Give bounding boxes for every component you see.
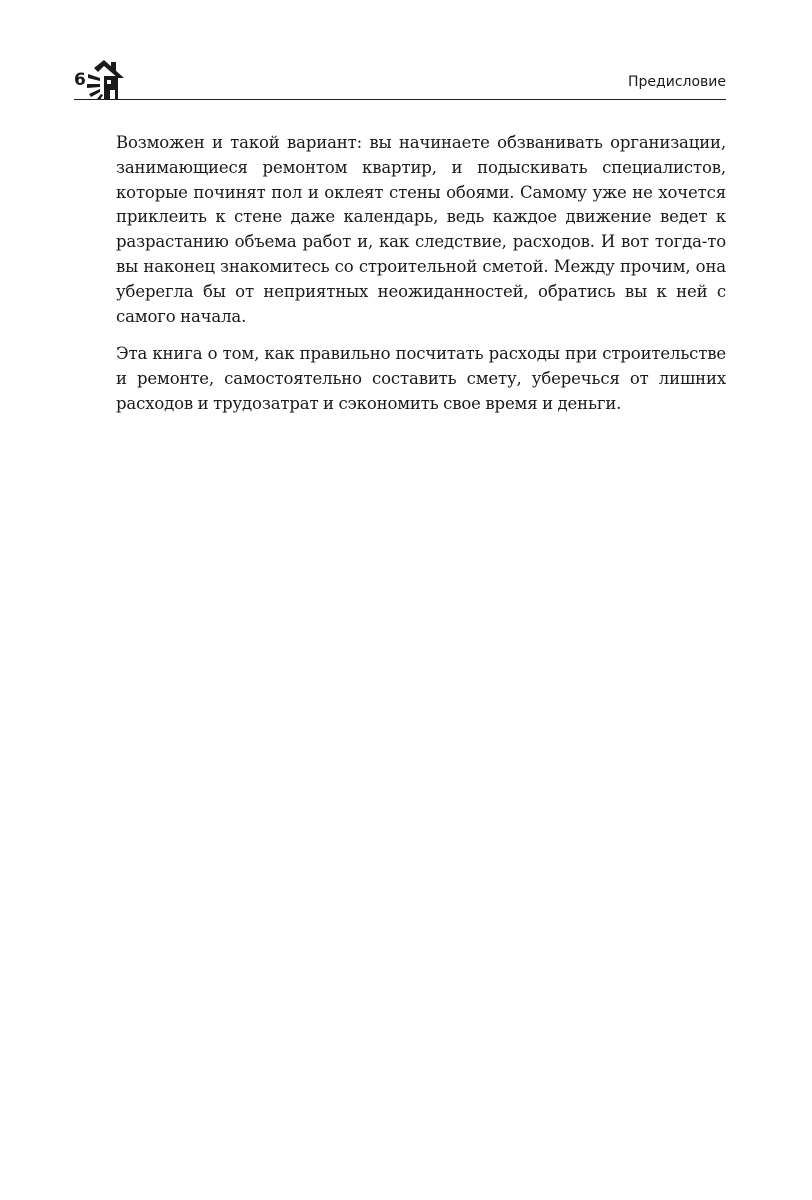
header-divider	[74, 99, 726, 101]
page-number: 6	[74, 70, 86, 90]
paragraph: Возможен и такой вариант: вы начинаете обзванивать организации, занимающиеся ремонтом квартир, и подыскивать специалистов, которые починят пол и оклеят стены обоями. Самому уже не хочется приклеить к стене даже календарь, ведь каждое движение ведет к разрастанию объема работ и, как следствие, расходов. И вот тогда-то вы наконец знакомитесь со строительной сметой. Между прочим, она уберегла бы от неприятных неожиданностей, обратись вы к ней с самого начала.	[116, 133, 726, 326]
house-logo-icon	[84, 58, 128, 100]
paragraph: Эта книга о том, как правильно посчитать расходы при строительстве и ремонте, самостоятельно составить смету, уберечься от лишних расходов и трудозатрат и сэкономить свое время и деньги.	[116, 344, 726, 413]
body-text	[116, 131, 726, 430]
running-header	[74, 56, 726, 100]
section-title: Предисловие	[628, 74, 726, 90]
